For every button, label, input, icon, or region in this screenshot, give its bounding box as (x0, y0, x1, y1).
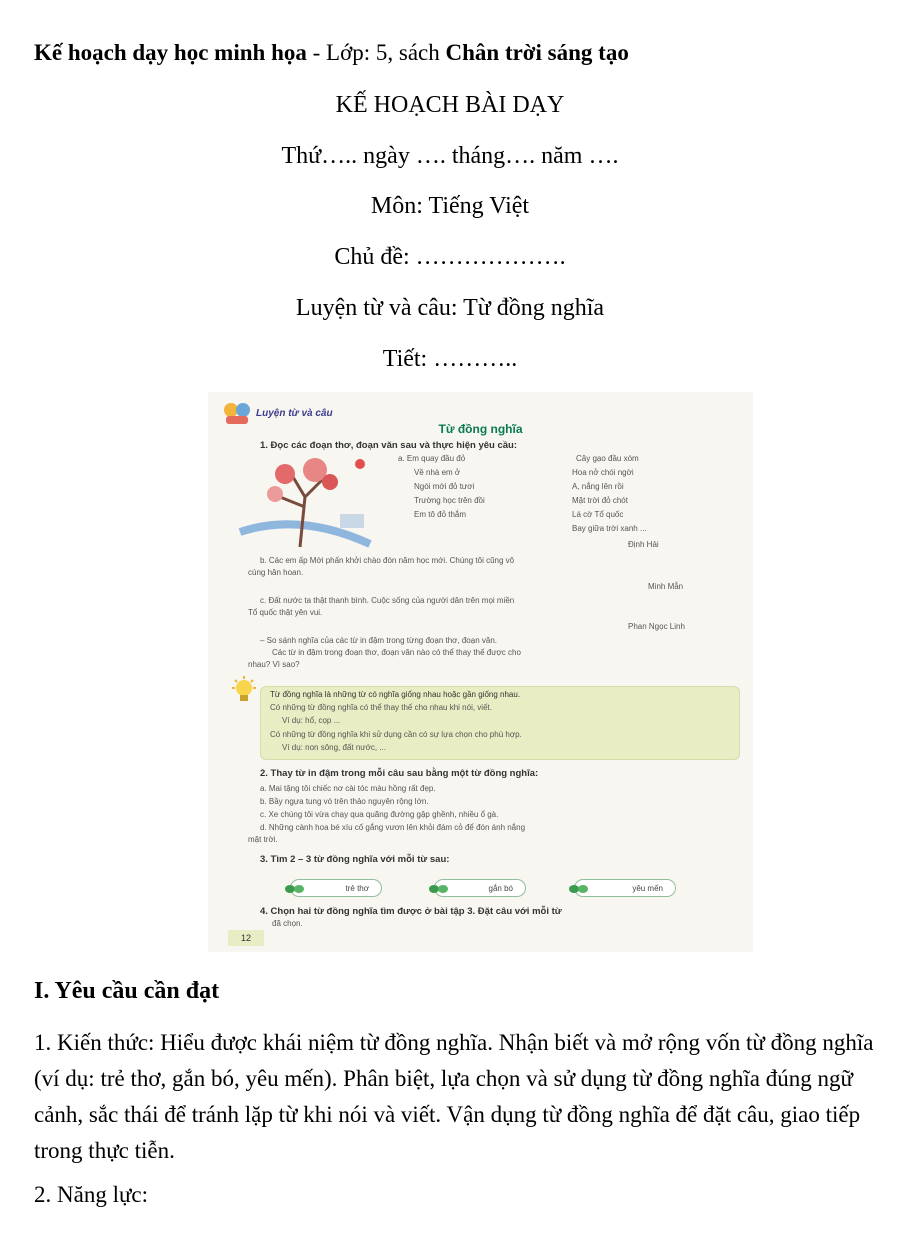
poem-left-line: Về nhà em ở (414, 468, 461, 477)
poem-author: Phan Ngọc Linh (628, 622, 685, 631)
poem-left-line: Trường học trên đồi (414, 496, 485, 505)
leaf-icon (429, 883, 449, 895)
section-heading: I. Yêu cầu cần đạt (34, 978, 220, 1004)
note-line: Từ đồng nghĩa là những từ có nghĩa giống nhau hoặc gần giống nhau. (270, 690, 521, 699)
book-line: b. Các em ấp Mới phấn khởi chào đón năm học mới. Chúng tôi cũng vô (260, 556, 515, 565)
date-line: Thứ….. ngày …. tháng…. năm …. (281, 143, 619, 169)
poem-author: Định Hải (628, 540, 659, 549)
book-line: nhau? Vì sao? (248, 660, 300, 669)
poem-right-line: Hoa nở chói ngời (572, 468, 634, 477)
header-bold-title: Kế hoạch dạy học minh họa (34, 40, 307, 65)
poem-right-line: Mặt trời đỏ chót (572, 496, 628, 505)
lesson-line: Luyện từ và câu: Từ đồng nghĩa (295, 295, 605, 321)
word-chip (574, 879, 676, 897)
note-line: Ví dụ: non sông, đất nước, ... (282, 743, 386, 752)
book-section-label: Luyện từ và câu (256, 408, 333, 419)
book-question-4: 4. Chọn hai từ đồng nghĩa tìm được ở bài tập 3. Đặt câu với mỗi từ (260, 906, 562, 917)
header-series: Chân trời sáng tạo (445, 40, 629, 65)
poem-left-line: a. Em quay đầu đỏ (398, 454, 466, 463)
book-line: b. Bầy ngựa tung vó trên thảo nguyên rộng lớn. (260, 797, 429, 806)
book-question-1: 1. Đọc các đoạn thơ, đoạn văn sau và thực hiện yêu cầu: (260, 440, 518, 451)
leaf-icon (285, 883, 305, 895)
subject-line: Môn: Tiếng Việt (370, 193, 530, 219)
chip-label: trẻ thơ (345, 884, 369, 893)
note-line: Ví dụ: hổ, cọp ... (282, 716, 341, 725)
document-header (34, 40, 629, 66)
book-line: – So sánh nghĩa của các từ in đậm trong từng đoạn thơ, đoạn văn. (260, 636, 497, 645)
poem-right-line: Lá cờ Tổ quốc (572, 510, 624, 519)
note-line: Có những từ đồng nghĩa có thể thay thế cho nhau khi nói, viết. (270, 703, 492, 712)
leaf-icon (569, 883, 589, 895)
textbook-page-image (208, 392, 753, 952)
poem-author: Minh Mẫn (648, 582, 684, 591)
chip-label: gắn bó (488, 884, 513, 893)
word-chip (290, 879, 382, 897)
poem-right-line: A, nắng lên rồi (572, 482, 624, 491)
period-line: Tiết: ……….. (382, 346, 518, 372)
topic-line: Chủ đề: ………………. (334, 244, 566, 270)
book-line: a. Mai tặng tôi chiếc nơ cài tóc màu hồng rất đẹp. (260, 784, 436, 793)
book-line: c. Đất nước ta thật thanh bình. Cuộc sống của người dân trên mọi miền (260, 596, 515, 605)
book-title: Từ đồng nghĩa (438, 422, 523, 436)
book-line: Tổ quốc thật yên vui. (248, 608, 323, 617)
header-grade: - Lớp: 5, sách (306, 40, 446, 65)
book-question-2: 2. Thay từ in đậm trong mỗi câu sau bằng một từ đồng nghĩa: (260, 768, 539, 779)
book-line: Các từ in đậm trong đoạn thơ, đoạn văn nào có thể thay thế được cho (272, 648, 521, 657)
poem-right-line: Bay giữa trời xanh ... (572, 524, 647, 533)
poem-right-line: Cây gạo đầu xóm (576, 454, 639, 463)
tree-illustration-icon (230, 452, 380, 552)
book-line: cùng hân hoan. (248, 568, 304, 577)
knowledge-paragraph: 1. Kiến thức: Hiểu được khái niệm từ đồng nghĩa. Nhận biết và mở rộng vốn từ đồng nghĩa (ví dụ: trẻ thơ, gắn bó, yêu mến). Phân biệt, lựa chọn và sử dụng từ đồng nghĩa đúng ngữ cảnh, sắc thái để tránh lặp từ khi nói và viết. Vận dụng từ đồng nghĩa để đặt câu, giao tiếp trong thực tiễn. (34, 1030, 874, 1163)
competency-paragraph: 2. Năng lực: (34, 1182, 149, 1207)
lightbulb-icon (230, 676, 258, 706)
poem-left-line: Em tô đỏ thắm (414, 510, 467, 519)
book-line: c. Xe chúng tôi vừa chạy qua quãng đường gập ghềnh, nhiều ổ gà. (260, 810, 499, 819)
poem-left-line: Ngói mới đỏ tươi (414, 482, 475, 491)
book-line: đã chọn. (272, 919, 303, 928)
book-page-number: 12 (228, 930, 264, 946)
book-question-3: 3. Tìm 2 – 3 từ đồng nghĩa với mỗi từ sau: (260, 854, 450, 865)
chip-label: yêu mến (632, 884, 663, 893)
plan-title: KẾ HOẠCH BÀI DẠY (335, 92, 565, 118)
word-chip (434, 879, 526, 897)
book-line: mặt trời. (248, 835, 278, 844)
book-line: d. Những cành hoa bé xíu cố gắng vươn lên khỏi đám cỏ để đón ánh nắng (260, 823, 526, 832)
note-line: Có những từ đồng nghĩa khi sử dụng cần có sự lựa chọn cho phù hợp. (270, 730, 522, 739)
